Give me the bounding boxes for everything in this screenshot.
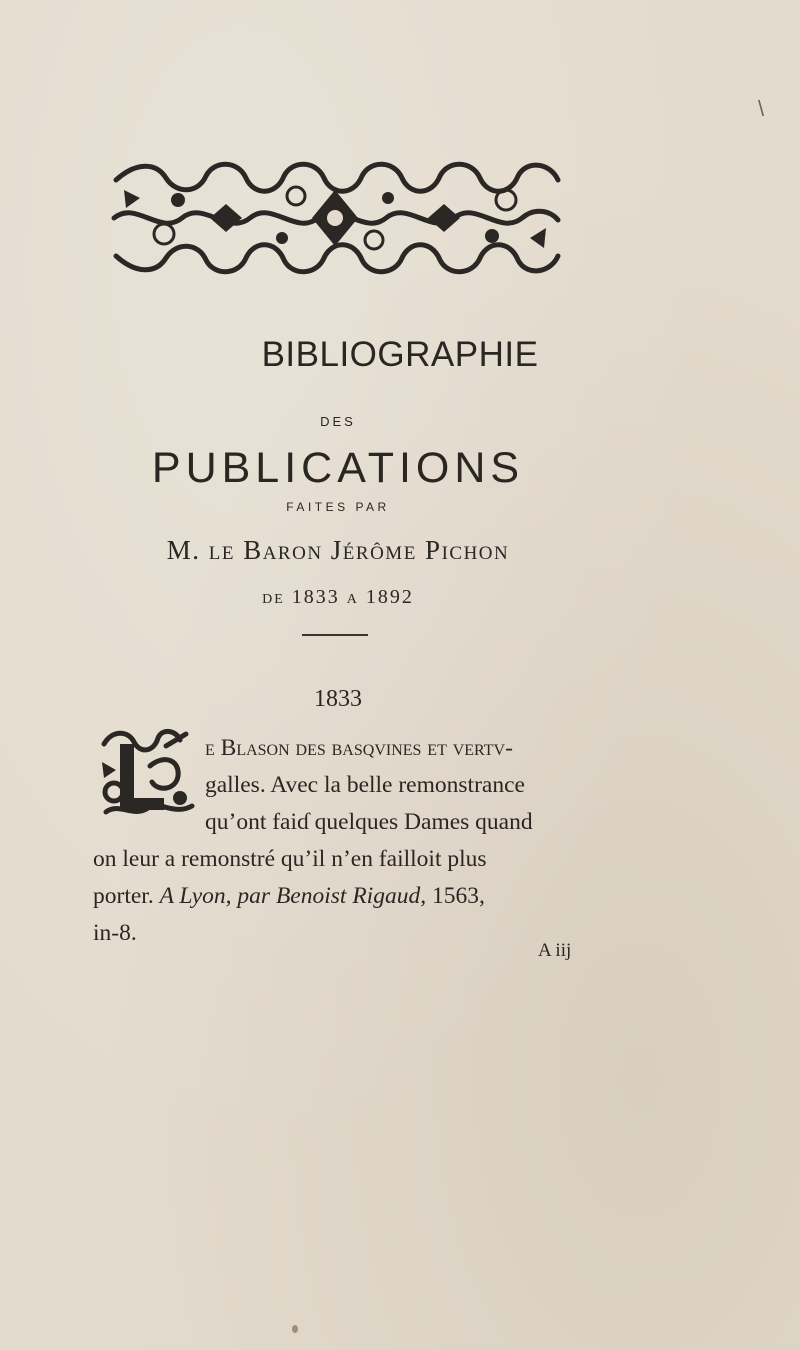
entry-line-4: on leur a remonstré qu’il n’en failloit plus (93, 846, 487, 872)
arabesque-headpiece-ornament-icon (106, 160, 564, 276)
paper-speck (292, 1325, 298, 1333)
subtitle-publications: PUBLICATIONS (151, 444, 525, 492)
corner-mark: \ (758, 96, 765, 121)
bibliographic-entry (93, 730, 613, 952)
entry-line-1: e Blason des basqvines et vertv- (205, 735, 513, 761)
date-range: de 1833 a 1892 (262, 586, 414, 608)
entry-line-5-prefix: porter. (93, 883, 154, 909)
entry-line-2: galles. Avec la belle remonstrance (205, 772, 525, 798)
author-name: M. le Baron Jérôme Pichon (166, 535, 510, 565)
entry-year: 1563, (431, 883, 485, 909)
entry-line-3: qu’ont faiɗ quelques Dames quand (205, 809, 533, 835)
section-year: 1833 (314, 686, 362, 712)
page-title: BIBLIOGRAPHIE (261, 335, 539, 374)
signature-mark: A iij (538, 940, 572, 961)
entry-line-6: in-8. (93, 920, 137, 946)
horizontal-rule (302, 634, 368, 636)
entry-imprint: A Lyon, par Benoist Rigaud, (159, 883, 427, 909)
subtitle-des: DES (320, 414, 356, 429)
entry-line-5 (93, 878, 613, 915)
subtitle-faites-par: FAITES PAR (286, 500, 390, 514)
